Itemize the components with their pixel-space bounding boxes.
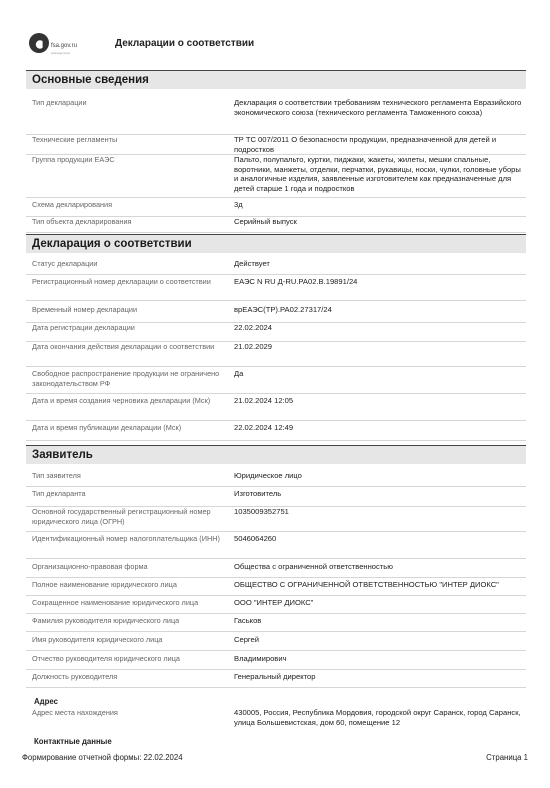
section-applicant: Заявитель [26,445,526,464]
field-label: Тип заявителя [32,471,81,480]
field-label: Схема декларирования [32,200,113,209]
field-label: Дата регистрации декларации [32,323,135,332]
field-value: ООО "ИНТЕР ДИОКС" [234,598,314,607]
field-label: Группа продукции ЕАЭС [32,155,115,164]
field-label: Тип объекта декларирования [32,217,132,226]
field-value: ЕАЭС N RU Д-RU.PA02.B.19891/24 [234,277,358,286]
field-value: Общества с ограниченной ответственностью [234,562,393,571]
row-free-distribution [26,368,526,394]
field-label: Организационно-правовая форма [32,562,148,571]
row-registration-number [26,276,526,301]
row-inn [26,533,526,559]
field-label: Регистрационный номер декларации о соответствии [32,277,211,286]
field-value: ОБЩЕСТВО С ОГРАНИЧЕННОЙ ОТВЕТСТВЕННОСТЬЮ "ИНТЕР ДИОКС" [234,580,499,589]
field-value: 430005, Россия, Республика Мордовия, городской округ Саранск, город Саранск, улица Большевистская, дом 60, помещение 12 [234,708,521,727]
field-label: Свободное распространение продукции не ограничено законодательством РФ [32,369,220,388]
row-ogrn [26,506,526,532]
row-object-type [26,216,526,233]
fsa-logo-icon [28,32,50,54]
field-label: Дата окончания действия декларации о соответствии [32,342,215,351]
logo-subtext: аккредитация [51,51,71,55]
page-footer [22,753,528,762]
row-published [26,422,526,441]
row-temporary-number [26,304,526,323]
field-label: Дата и время публикации декларации (Мск) [32,423,182,432]
field-value: 22.02.2024 [234,323,273,332]
row-legal-form [26,561,526,578]
field-value: 21.02.2024 12:05 [234,396,294,405]
row-draft-created [26,395,526,421]
field-label: Сокращенное наименование юридического лица [32,598,199,607]
field-value: Владимирович [234,654,287,663]
field-label: Статус декларации [32,259,98,268]
document-title: Декларации о соответствии [115,38,255,49]
row-full-name [26,579,526,596]
field-value: 1035009352751 [234,507,289,516]
row-product-group [26,154,526,198]
field-value: Декларация о соответствии требованиям технического регламента Евразийского экономического союза (технического регламента Таможенного союза) [234,98,522,117]
field-label: Тип декларанта [32,489,86,498]
row-address [26,707,526,734]
page-header [28,30,528,62]
field-value: Сергей [234,635,259,644]
field-value: Юридическое лицо [234,471,302,480]
field-label: Фамилия руководителя юридического лица [32,616,180,625]
field-label: Тип декларации [32,98,87,107]
row-applicant-type [26,470,526,487]
field-value: Генеральный директор [234,672,316,681]
logo-text: fsa.gov.ru [51,43,77,49]
field-label: Временный номер декларации [32,305,138,314]
field-value: Серийный выпуск [234,217,297,226]
field-value: Пальто, полупальто, куртки, пиджаки, жакеты, жилеты, мешки спальные, воротники, манжеты, отделки, перчатки, рукавицы, носки, чулки, головные уборы и аналогичные изделия, заявленные изготовителем как предназначенные для детей старше 1 года и подростков [234,155,521,193]
row-declaration-scheme [26,199,526,217]
row-registration-date [26,322,526,342]
row-head-surname [26,615,526,632]
field-value: 22.02.2024 12:49 [234,423,294,432]
section-basic-info: Основные сведения [26,70,526,89]
row-head-position [26,671,526,688]
field-label: Основной государственный регистрационный номер юридического лица (ОГРН) [32,507,211,526]
field-label: Полное наименование юридического лица [32,580,177,589]
row-declaration-type [26,97,526,135]
row-declarant-type [26,488,526,507]
row-status [26,258,526,275]
address-heading: Адрес [34,697,58,706]
field-label: Имя руководителя юридического лица [32,635,163,644]
field-value: 5046064260 [234,534,277,543]
field-label: Адрес места нахождения [32,708,118,717]
field-value: ТР ТС 007/2011 О безопасности продукции, предназначенной для детей и подростков [234,135,497,154]
field-value: Действует [234,259,270,268]
field-label: Технические регламенты [32,135,118,144]
section-declaration: Декларация о соответствии [26,234,526,253]
field-value: 3д [234,200,243,209]
field-value: 21.02.2029 [234,342,273,351]
page-number: Страница 1 [486,753,528,762]
field-label: Дата и время создания черновика декларации (Мск) [32,396,211,405]
row-head-name [26,634,526,651]
row-expiry-date [26,341,526,367]
field-value: Изготовитель [234,489,282,498]
field-label: Идентификационный номер налогоплательщика (ИНН) [32,534,220,543]
field-value: врЕАЭС(TP).PA02.27317/24 [234,305,332,314]
report-generation-date: Формирование отчетной формы: 22.02.2024 [22,753,183,762]
row-head-patronymic [26,653,526,670]
field-value: Гаськов [234,616,262,625]
row-short-name [26,597,526,614]
field-value: Да [234,369,244,378]
field-label: Отчество руководителя юридического лица [32,654,180,663]
row-tech-regulations [26,134,526,155]
field-label: Должность руководителя [32,672,118,681]
contacts-heading: Контактные данные [34,737,112,746]
